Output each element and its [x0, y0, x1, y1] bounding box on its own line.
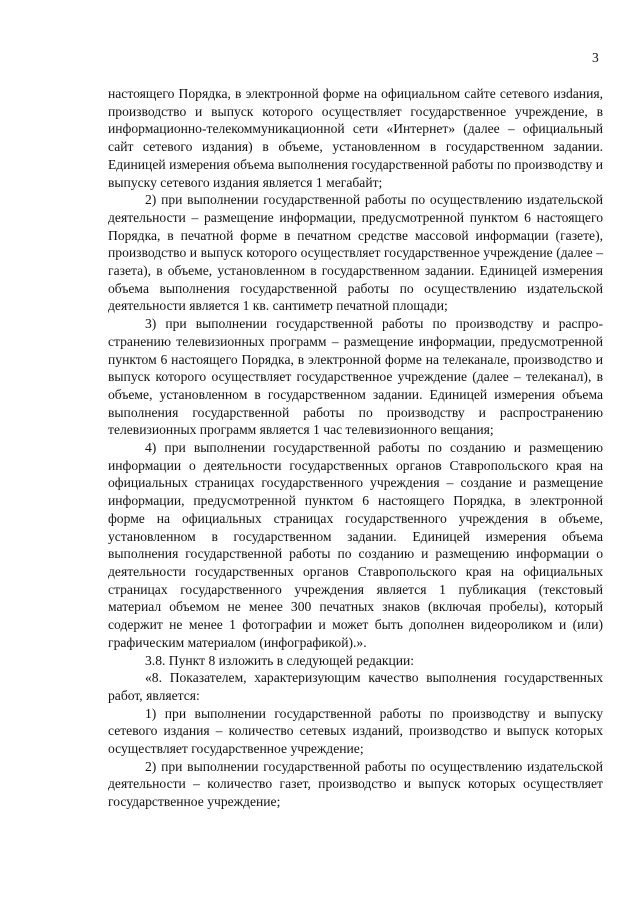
paragraph-amendment-3-8: 3.8. Пункт 8 изложить в следующей редакции:: [145, 652, 415, 668]
paragraph-clause-8-item-1: 1) при выполнении государственной работы по производству и выпуску сетевого издания – количество сетевых изданий, производство и выпуск которых осуществляет государственное учреждение;: [108, 705, 603, 757]
paragraph-continuation: настоящего Порядка, в электронной форме на официальном сайте сетевого изdания, производство и выпуск которого осуществляет государственное учреждение, в информационно-телекоммуникационной сети «Интернет» (далее – официальный сайт сетевого издания) в объеме, установленном в государственном задании. Единицей измерения объема выполнения государственной работы по производству и выпуску сетевого издания является 1 мегабайт;: [108, 86, 603, 190]
document-body: [108, 85, 603, 811]
paragraph-item-4: 4) при выполнении государственной работы по созданию и размещению информации о деятельности государственных органов Ставропольского края на официальных страницах государственного учреждения – создание и размещение информации, предусмотренной пунктом 6 настоящего Порядка, в электронной форме на официальных страницах государственного учреждения в объеме, установленном в государственном задании. Единицей измерения объема выполнения государственной работы по созданию и размещению информации о деятельности государственных органов Ставропольского края на официальных страницах государственного учреждения является 1 публикация (текстовый материал объемом не менее 300 печатных знаков (включая пробелы), который содержит не менее 1 фотографии и может быть дополнен видеороликом и (или) графическим материалом (инфографикой).».: [108, 440, 603, 650]
paragraph-item-3: 3) при выполнении государственной работы по производству и распространению телевизионных программ – размещение информации, предусмотренной пунктом 6 настоящего Порядка, в электронной форме на телеканале, производство и выпуск которого осуществляет государственное учреждение (далее – телеканал), в объеме, установленном в государственном задании. Единицей измерения объема выполнения государственной работы по производству и распространению телевизионных программ является 1 час телевизионного вещания;: [108, 316, 603, 438]
paragraph-clause-8: «8. Показателем, характеризующим качество выполнения государственных работ, является:: [108, 670, 603, 703]
paragraph-clause-8-item-2: 2) при выполнении государственной работы по осуществлению издательской деятельности – количество газет, производство и выпуск которых осуществляет государственное учреждение;: [108, 758, 603, 810]
page-number: 3: [592, 50, 599, 65]
paragraph-item-2: 2) при выполнении государственной работы по осуществлению издательской деятельности – размещение информации, предусмотренной пунктом 6 настоящего Порядка, в печатной форме в печатном средстве массовой информации (газете), производство и выпуск которого осуществляет государственное учреждение (далее – газета), в объеме, установленном в государственном задании. Единицей измерения объема выполнения государственной работы по осуществлению издательской деятельности является 1 кв. сантиметр печатной площади;: [108, 192, 603, 314]
